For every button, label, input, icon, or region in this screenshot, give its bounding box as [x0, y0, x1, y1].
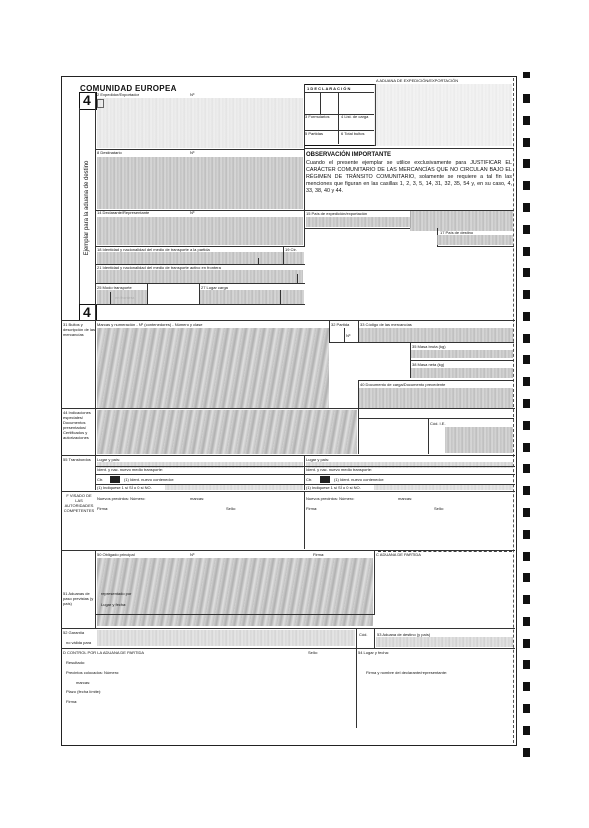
field-50-label: 50 Obligado principal — [97, 552, 135, 557]
field-51-label: 51 Aduanas de paso previstas (y país) — [63, 591, 94, 606]
field-52-label: 52 Garantía — [63, 630, 85, 635]
form-title: COMUNIDAD EUROPEA — [80, 84, 177, 93]
field-50-lugar: Lugar y fecha: — [101, 602, 127, 607]
shaded-area — [374, 485, 513, 490]
shaded-area — [374, 84, 512, 146]
edge-mark — [523, 225, 530, 234]
edge-mark — [523, 181, 530, 190]
field-55-ctr-left: Ctr. — [97, 477, 104, 482]
edge-mark — [523, 573, 530, 582]
field-44-cod: Cód. I.E. — [430, 421, 446, 426]
field-c-label: C ADUANA DE PARTIDA — [376, 552, 421, 557]
shaded-area — [97, 410, 357, 454]
vertical-copy-label: Ejemplar para la aduana de destino — [84, 160, 90, 256]
edge-mark — [523, 486, 530, 495]
rule — [437, 246, 514, 247]
edge-mark — [523, 748, 530, 757]
shaded-area — [306, 217, 410, 227]
shaded-area — [411, 368, 513, 378]
shaded-area — [97, 290, 147, 304]
edge-mark — [523, 399, 530, 408]
edge-mark — [523, 464, 530, 473]
field-31-sub: Marcas y numeración - Nº (contenedores) - Número y clase — [97, 322, 203, 327]
shaded-area — [97, 328, 329, 408]
field-50-no: Nº — [190, 552, 195, 557]
field-f-prec-left: Nuevos precintos: Número: — [97, 496, 146, 501]
edge-mark — [523, 203, 530, 212]
shaded-area — [97, 630, 355, 646]
edge-mark — [523, 617, 530, 626]
field-32-no: Nº — [346, 333, 351, 338]
rule — [338, 130, 339, 144]
rule — [304, 491, 305, 549]
edge-mark — [523, 726, 530, 735]
field-18-label: 18 Identidad y nacionalidad del medio de transporte a la partida — [97, 247, 210, 252]
field-f-sello-right: Sello: — [434, 506, 445, 511]
rule — [338, 114, 339, 130]
shaded-area — [359, 388, 513, 408]
shaded-area — [410, 211, 513, 231]
rule — [304, 84, 305, 246]
checkbox-ctr-left[interactable] — [110, 476, 120, 483]
edge-mark — [523, 334, 530, 343]
rule — [338, 92, 339, 114]
field-25-label: 25 Modo transporte — [97, 285, 132, 290]
shaded-area — [200, 290, 304, 304]
field-55-ident-left: Ident. y nac. nuevo medio transporte: — [97, 467, 164, 472]
edge-mark — [523, 138, 530, 147]
field-55-label: 55 Transbordos — [63, 457, 91, 462]
rule — [356, 628, 357, 648]
shaded-area — [97, 252, 283, 264]
field-14-label: 14 Declarante/Representante — [97, 210, 150, 215]
shaded-area — [284, 252, 304, 264]
edge-mark — [523, 377, 530, 386]
field-27-label: 27 Lugar carga — [201, 285, 228, 290]
rule — [61, 648, 515, 649]
field-44-label: 44 Indicaciones especiales/ Documentos presentados/ Certificados y autorizaciones — [63, 410, 91, 440]
edge-mark — [523, 116, 530, 125]
shaded-area — [437, 235, 513, 245]
rule — [374, 550, 375, 614]
copy-number: 4 — [83, 92, 91, 108]
field-f-firma-right: Firma: — [306, 506, 318, 511]
rule — [358, 408, 359, 454]
field-54-label: 54 Lugar y fecha: — [358, 650, 389, 655]
rule — [329, 320, 330, 342]
field-55-note-left: (1) Indíquese 1 si SÍ o 0 si NO. — [97, 485, 152, 490]
field-8-no: Nº — [190, 150, 195, 155]
field-4-label: 4 List. de carga — [341, 114, 369, 119]
field-8-label: 8 Destinatario — [97, 150, 122, 155]
rule — [410, 360, 514, 361]
edge-mark — [523, 552, 530, 561]
rule — [61, 320, 515, 321]
field-6-label: 6 Total bultos — [341, 131, 365, 136]
field-38-label: 38 Masa neta (kg) — [412, 362, 445, 367]
rule — [61, 628, 515, 629]
rule — [95, 283, 305, 284]
field-52-cod: Cód. — [359, 632, 368, 637]
field-f-marcas-right: marcas: — [398, 496, 413, 501]
shaded-area — [376, 637, 513, 647]
rule — [61, 491, 515, 492]
field-d-firma: Firma: — [66, 699, 78, 704]
field-f-sello-left: Sello: — [226, 506, 237, 511]
field-55-lugar-left: Lugar y país: — [97, 457, 121, 462]
edge-mark — [523, 682, 530, 691]
rule — [358, 380, 514, 381]
rule — [297, 274, 298, 283]
field-d-marcas: marcas: — [76, 680, 91, 685]
field-50-rep: representado por — [101, 591, 132, 596]
field-15-label: 15 País de expedición/exportación — [306, 211, 368, 216]
field-19-label: 19 Ctr. — [285, 247, 297, 252]
copy-number-bottom: 4 — [83, 304, 91, 320]
edge-mark — [523, 72, 530, 78]
field-50-firma: Firma: — [313, 552, 325, 557]
aduana-expedicion-label: A ADUANA DE EXPEDICIÓN/EXPORTACIÓN — [376, 78, 459, 83]
edge-mark — [523, 247, 530, 256]
field-14-no: Nº — [190, 210, 195, 215]
observacion-title: OBSERVACIÓN IMPORTANTE — [306, 152, 392, 158]
shaded-area — [359, 328, 513, 342]
edge-mark — [523, 443, 530, 452]
shaded-area — [97, 98, 303, 148]
aduana-partida-dashed — [378, 551, 512, 552]
edge-mark — [523, 530, 530, 539]
field-55-ident-right: Ident. y nac. nuevo medio transporte: — [306, 467, 373, 472]
rule — [61, 408, 515, 409]
rule — [147, 283, 148, 304]
edge-mark — [523, 508, 530, 517]
shaded-area — [411, 350, 513, 358]
field-53-label: 53 Aduana de destino (y país) — [377, 632, 431, 637]
field-35-label: 35 Masa bruta (kg) — [412, 344, 446, 349]
field-52b-label: no válida para — [66, 640, 92, 645]
field-55-cont-left: (1) Ident. nuevo contenedor: — [124, 477, 175, 482]
field-55-ctr-right: Ctr. — [306, 477, 313, 482]
rule — [95, 614, 375, 615]
shaded-area — [445, 427, 513, 453]
rule — [280, 290, 281, 304]
rule — [95, 149, 305, 150]
field-32-label: 32 Partida — [331, 322, 350, 327]
rule — [304, 92, 374, 93]
shaded-area — [97, 217, 303, 245]
field-5-label: 5 Partidas — [305, 131, 324, 136]
field-21-label: 21 Identidad y nacionalidad del medio de transporte activo en frontera — [97, 265, 221, 270]
edge-mark — [523, 421, 530, 430]
edge-mark — [523, 290, 530, 299]
field-54-firma: Firma y nombre del declarante/representante: — [366, 670, 448, 675]
rule — [329, 342, 514, 343]
rule — [95, 550, 96, 628]
field-d-result: Resultado: — [66, 660, 86, 665]
rule — [110, 292, 111, 304]
edge-mark — [523, 355, 530, 364]
edge-mark — [523, 312, 530, 321]
field-55-cont-right: (1) Ident. nuevo contenedor: — [334, 477, 385, 482]
field-2-label: 2 Expedidor/Exportador — [97, 92, 140, 97]
edge-mark — [523, 159, 530, 168]
field-33-label: 33 Código de las mercancías — [360, 322, 412, 327]
rule — [95, 474, 515, 475]
edge-mark — [523, 704, 530, 713]
edge-mark — [523, 595, 530, 604]
field-d-plazo: Plazo (fecha límite): — [66, 689, 102, 694]
field-f-marcas-left: marcas: — [190, 496, 205, 501]
field-f-firma-left: Firma: — [97, 506, 109, 511]
rule — [356, 648, 357, 728]
field-40-label: 40 Documento de carga/Documento precedente — [360, 382, 446, 387]
edge-mark — [523, 94, 530, 103]
field-d-label: D CONTROL POR LA ADUANA DE PARTIDA — [63, 650, 145, 655]
field-55-note-right: (1) Indíquese 1 si SÍ o 0 si NO. — [306, 485, 361, 490]
rule — [95, 320, 96, 490]
rule — [258, 258, 259, 264]
rule — [61, 455, 515, 456]
field-d-sello: Sello: — [308, 650, 319, 655]
rule — [428, 418, 429, 454]
field-17-label: 17 País de destino — [440, 230, 474, 235]
observacion-text: Cuando el presente ejemplar se utilice exclusivamente para JUSTIFICAR EL CARÁCTER COMUNITARIO DE LAS MERCANCÍAS QUE NO CIRCULAN BAJO EL RÉGIMEN DE TRÁNSITO COMUNITARIO, solamente se requiere a tal fin las menciones que figuran en las casillas 1, 2, 3, 5, 14, 31, 32, 35, 54 y, en su caso, 4, 33, 38, 40 y 44. — [306, 160, 512, 194]
rule — [95, 304, 305, 305]
left-strip-line-outer — [79, 108, 80, 304]
field-2-no: Nº — [190, 92, 195, 97]
rule — [320, 92, 321, 114]
rule — [358, 418, 514, 419]
shaded-area — [97, 157, 303, 209]
field-f-prec-right: Nuevos precintos: Número: — [306, 496, 355, 501]
field-3-label: 3 Formularios — [305, 114, 330, 119]
edge-mark — [523, 660, 530, 669]
edge-mark — [523, 268, 530, 277]
shaded-area — [165, 485, 303, 490]
field-55-lugar-right: Lugar y país: — [306, 457, 330, 462]
rule — [304, 148, 514, 149]
rule — [344, 328, 345, 342]
shaded-area — [97, 270, 303, 283]
declaracion-label: 1 D E C L A R A C I Ó N — [307, 86, 351, 91]
field-f-label: F VISADO DE LAS AUTORIDADES COMPETENTES — [63, 493, 95, 513]
rule — [304, 228, 410, 229]
shaded-area — [97, 558, 373, 626]
edge-mark — [523, 639, 530, 648]
field-d-prec: Precintos colocados: Número: — [66, 670, 120, 675]
field-31-label: 31 Bultos y descripción de las mercancías — [63, 322, 96, 337]
checkbox-ctr-right[interactable] — [320, 476, 330, 483]
left-strip-line — [95, 92, 96, 320]
rule — [374, 628, 375, 648]
